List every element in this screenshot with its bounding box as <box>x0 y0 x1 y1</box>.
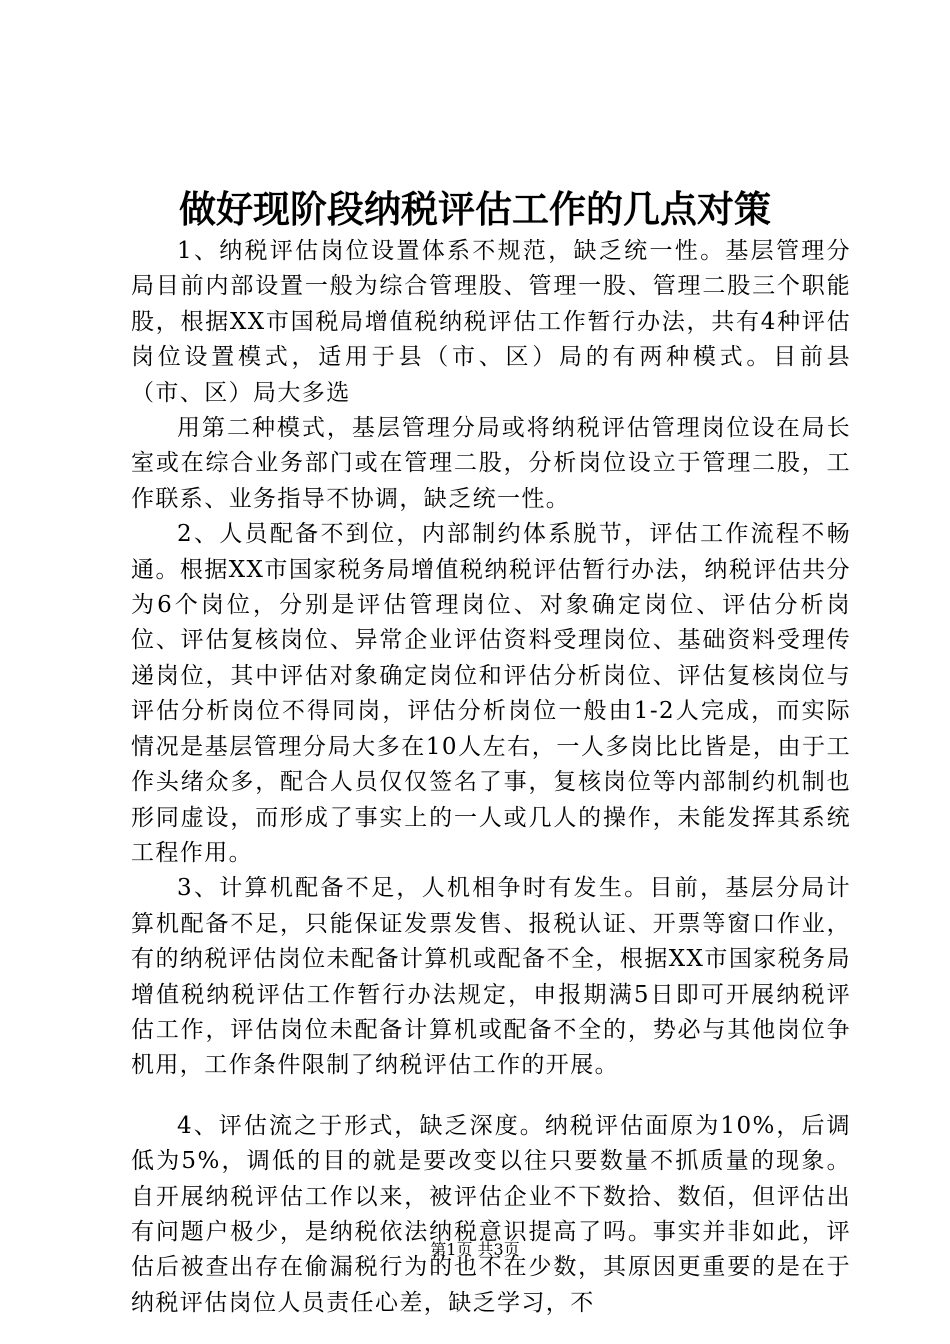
paragraph-4: 3、计算机配备不足，人机相争时有发生。目前，基层分局计算机配备不足，只能保证发票发售、报税认证、开票等窗口作业，有的纳税评估岗位未配备计算机或配备不全，根据XX市国家税务局增值税纳税评估工作暂行办法规定，申报期满5日即可开展纳税评估工作，评估岗位未配备计算机或配备不全的，势必与其他岗位争机用，工作条件限制了纳税评估工作的开展。 <box>131 875 851 1079</box>
paragraph-3: 2、人员配备不到位，内部制约体系脱节，评估工作流程不畅通。根据XX市国家税务局增值税纳税评估暂行办法，纳税评估共分为6个岗位，分别是评估管理岗位、对象确定岗位、评估分析岗位、评估复核岗位、异常企业评估资料受理岗位、基础资料受理传递岗位，其中评估对象确定岗位和评估分析岗位、评估复核岗位与评估分析岗位不得同岗，评估分析岗位一般由1-2人完成，而实际情况是基层管理分局大多在10人左右，一人多岗比比皆是，由于工作头绪众多，配合人员仅仅签名了事，复核岗位等内部制约机制也形同虚设，而形成了事实上的一人或几人的操作，未能发挥其系统工程作用。 <box>131 521 851 866</box>
paragraph-1: 1、纳税评估岗位设置体系不规范，缺乏统一性。基层管理分局目前内部设置一般为综合管理股、管理一股、管理二股三个职能股，根据XX市国税局增值税纳税评估工作暂行办法，共有4种评估岗位设置模式，适用于县（市、区）局的有两种模式。目前县（市、区）局大多选 <box>131 238 851 406</box>
document-title: 做好现阶段纳税评估工作的几点对策 <box>179 187 771 231</box>
paragraph-2: 用第二种模式，基层管理分局或将纳税评估管理岗位设在局长室或在综合业务部门或在管理二股，分析岗位设立于管理二股，工作联系、业务指导不协调，缺乏统一性。 <box>131 415 851 512</box>
page-number-footer: 第1页 共3页 <box>430 1240 520 1259</box>
document-body <box>131 234 851 1321</box>
paragraph-5: 4、评估流之于形式，缺乏深度。纳税评估面原为10%，后调低为5%，调低的目的就是要改变以往只要数量不抓质量的现象。自开展纳税评估工作以来，被评估企业不下数拾、数佰，但评估出有问题户极少，是纳税依法纳税意识提高了吗。事实并非如此，评估后被查出存在偷漏税行为的也不在少数，其原因更重要的是在于纳税评估岗位人员责任心差，缺乏学习，不 <box>131 1112 851 1316</box>
